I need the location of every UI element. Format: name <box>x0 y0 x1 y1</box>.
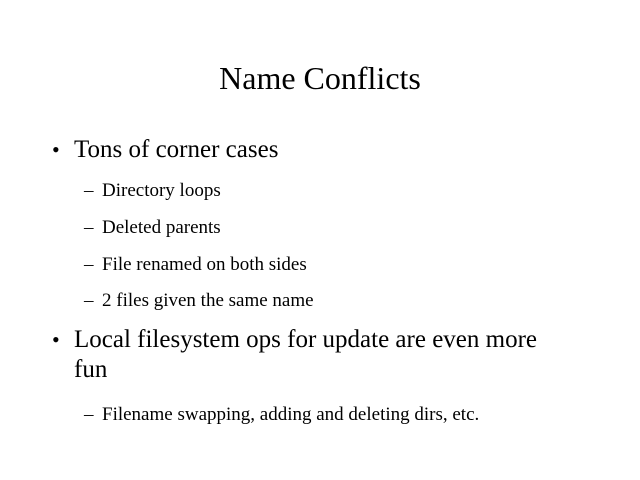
bullet-item <box>52 135 279 165</box>
sub-item <box>84 179 221 203</box>
sub-item <box>84 289 314 313</box>
sub-item-text: 2 files given the same name <box>102 290 314 311</box>
sub-item <box>84 216 221 240</box>
bullet-item <box>52 325 574 385</box>
slide-title: Name Conflicts <box>219 60 421 96</box>
bullet-text: Tons of corner cases <box>74 136 279 163</box>
bullet-text: Local filesystem ops for update are even more fun <box>74 326 538 383</box>
sub-item-text: Filename swapping, adding and deleting dirs, etc. <box>102 404 480 425</box>
bullet-icon: • <box>52 137 60 162</box>
dash-icon: – <box>84 217 94 238</box>
dash-icon: – <box>84 254 94 275</box>
dash-icon: – <box>84 180 94 201</box>
bullet-icon: • <box>52 327 60 352</box>
sub-item <box>84 403 480 427</box>
sub-item-text: Deleted parents <box>102 217 221 238</box>
sub-item-text: Directory loops <box>102 180 221 201</box>
sub-item <box>84 253 307 277</box>
dash-icon: – <box>84 404 94 425</box>
sub-item-text: File renamed on both sides <box>102 254 307 275</box>
dash-icon: – <box>84 290 94 311</box>
